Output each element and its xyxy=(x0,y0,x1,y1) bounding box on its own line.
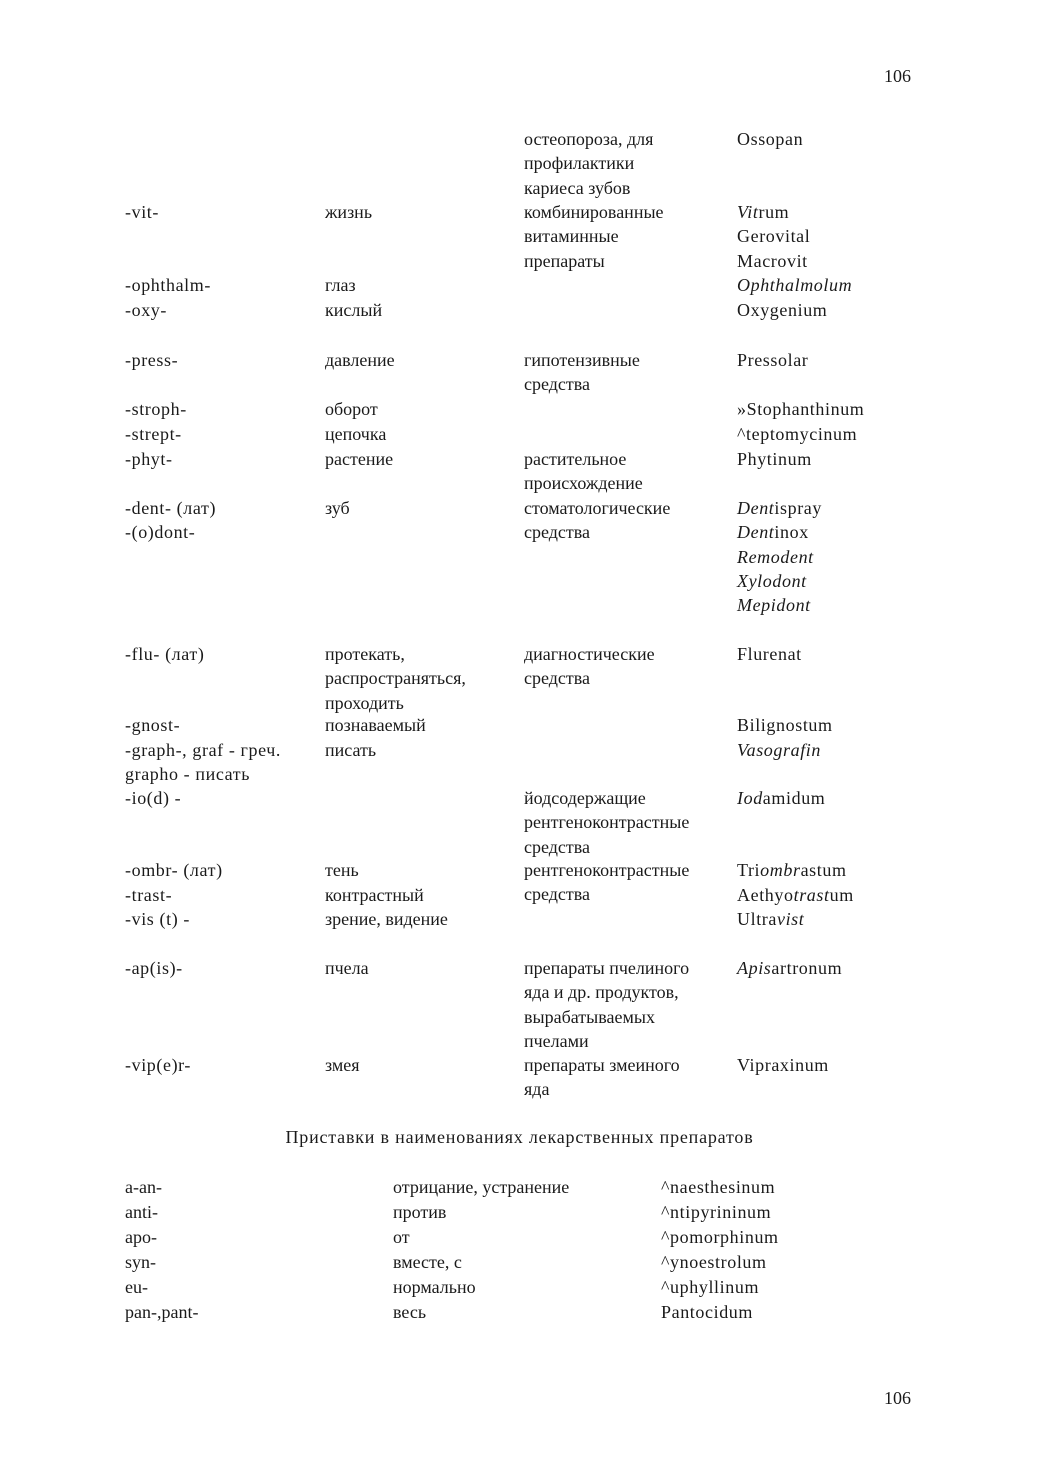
drug-example xyxy=(737,521,809,543)
drug-example xyxy=(737,128,803,150)
meaning-cell: пчела xyxy=(325,958,369,978)
drug-example-part: um xyxy=(829,885,854,905)
drug-example-root-italic: Xylodont xyxy=(737,570,807,591)
root-cell: -strept- xyxy=(125,424,182,444)
drug-example xyxy=(737,643,802,665)
drug-example-root-italic: Vasografin xyxy=(737,740,822,760)
drug-example-root-italic: trast xyxy=(793,885,830,905)
drug-example xyxy=(737,859,847,881)
meaning-cell: растение xyxy=(325,449,394,469)
prefix-example-cell: ^uphyllinum xyxy=(661,1277,760,1297)
group-cell: гипотензивные xyxy=(524,350,640,370)
root-cell: -ap(is)- xyxy=(125,958,183,978)
root-cell: -press- xyxy=(125,350,179,370)
drug-example xyxy=(737,448,812,470)
prefix-cell: eu- xyxy=(125,1277,148,1297)
prefix-cell: anti- xyxy=(125,1202,158,1222)
prefix-meaning-cell: вместе, с xyxy=(393,1252,462,1272)
prefix-example-cell: ^pomorphinum xyxy=(661,1227,779,1247)
group-cell: яда xyxy=(524,1079,550,1100)
group-cell: средства xyxy=(524,522,591,543)
group-cell: вырабатываемых xyxy=(524,1006,655,1027)
root-cell: -vis (t) - xyxy=(125,909,190,929)
drug-example xyxy=(737,250,808,272)
root-cell: -trast- xyxy=(125,885,173,905)
drug-example-part: astum xyxy=(800,860,847,880)
drug-example-part: Flurenat xyxy=(737,644,802,664)
drug-example xyxy=(737,349,808,371)
group-cell: происхождение xyxy=(524,473,643,494)
prefix-meaning-cell: нормально xyxy=(393,1277,476,1297)
drug-example xyxy=(737,594,811,616)
group-cell: средства xyxy=(524,374,591,395)
drug-example-part: Ultra xyxy=(737,909,777,929)
drug-example-root-italic: Iod xyxy=(737,788,763,808)
group-cell: растительное xyxy=(524,449,627,469)
drug-example-part: inox xyxy=(774,522,809,543)
prefix-meaning-cell: отрицание, устранение xyxy=(393,1177,570,1197)
drug-example-part: Gerovital xyxy=(737,226,811,247)
meaning-cell: проходить xyxy=(325,692,404,713)
drug-example-part: »Stophanthinum xyxy=(737,399,865,419)
meaning-cell: распространяться, xyxy=(325,668,466,689)
group-cell: стоматологические xyxy=(524,498,671,518)
drug-example-part: ^teptomycinum xyxy=(737,424,858,444)
drug-example-part: ispray xyxy=(774,498,822,518)
drug-example xyxy=(737,225,810,247)
drug-example-root-italic: Mepidont xyxy=(737,595,811,616)
root-cell: -dent- (лат) xyxy=(125,498,217,518)
root-cell: -oxy- xyxy=(125,300,167,320)
group-cell: витаминные xyxy=(524,226,619,247)
meaning-cell: змея xyxy=(325,1055,360,1075)
group-cell: комбинированные xyxy=(524,202,664,222)
group-cell: профилактики xyxy=(524,153,635,174)
meaning-cell: протекать, xyxy=(325,644,405,664)
prefix-meaning-cell: от xyxy=(393,1227,410,1247)
root-cell: -graph-, graf - греч. xyxy=(125,740,282,760)
prefix-cell: syn- xyxy=(125,1252,156,1272)
drug-example-part: Pressolar xyxy=(737,350,809,370)
group-cell: средства xyxy=(524,836,591,857)
drug-example-root-italic: Dent xyxy=(737,522,775,543)
drug-example xyxy=(737,884,854,906)
drug-example xyxy=(737,497,822,519)
group-cell: кариеса зубов xyxy=(524,177,631,198)
drug-example-root-italic: Apis xyxy=(737,958,772,978)
drug-example-part: amidum xyxy=(762,788,826,808)
drug-example xyxy=(737,787,825,809)
group-cell: препараты xyxy=(524,250,605,271)
meaning-cell: оборот xyxy=(325,399,378,419)
drug-example-part: Macrovit xyxy=(737,250,808,271)
meaning-cell: цепочка xyxy=(325,424,387,444)
root-cell: -ophthalm- xyxy=(125,275,211,295)
root-cell: -io(d) - xyxy=(125,788,182,808)
drug-example-part: Vipraxinum xyxy=(737,1055,829,1075)
drug-example-part: Oxygenium xyxy=(737,300,828,320)
group-cell: пчелами xyxy=(524,1030,589,1051)
group-cell: препараты пчелиного xyxy=(524,958,690,978)
prefix-section-heading: Приставки в наименованиях лекарственных препаратов xyxy=(285,1127,754,1147)
group-cell: рентгеноконтрастные xyxy=(524,860,690,880)
meaning-cell: глаз xyxy=(325,275,356,295)
drug-example-root-italic: Dent xyxy=(737,498,775,518)
root-cell: -stroph- xyxy=(125,399,187,419)
drug-example-root-italic: Remodent xyxy=(737,546,814,567)
page-number-bottom: 106 xyxy=(884,1388,911,1408)
meaning-cell: писать xyxy=(325,740,377,760)
drug-example xyxy=(737,299,827,321)
meaning-cell: зуб xyxy=(325,498,350,518)
drug-example-root-italic: Ophthalmolum xyxy=(737,275,853,295)
drug-example xyxy=(737,714,833,736)
drug-example xyxy=(737,957,842,979)
prefix-cell: pan-,pant- xyxy=(125,1302,199,1322)
meaning-cell: кислый xyxy=(325,300,383,320)
drug-example-part: rum xyxy=(758,202,790,222)
drug-example-part: Ossopan xyxy=(737,129,804,149)
group-cell: рентгеноконтрастные xyxy=(524,812,690,833)
prefix-example-cell: ^ntipyrininum xyxy=(661,1202,772,1222)
drug-example-root-italic: ombr xyxy=(760,860,801,880)
meaning-cell: контрастный xyxy=(325,885,424,905)
prefix-meaning-cell: весь xyxy=(393,1302,427,1322)
meaning-cell: зрение, видение xyxy=(325,909,448,929)
drug-example xyxy=(737,201,789,223)
drug-example xyxy=(737,739,821,761)
drug-example xyxy=(737,274,852,296)
root-cell: grapho - писать xyxy=(125,764,251,785)
root-cell: -flu- (лат) xyxy=(125,644,205,664)
drug-example-part: artronum xyxy=(771,958,843,978)
drug-example xyxy=(737,398,864,420)
group-cell: диагностические xyxy=(524,644,655,664)
meaning-cell: жизнь xyxy=(325,202,373,222)
meaning-cell: познаваемый xyxy=(325,715,426,735)
root-cell: -vit- xyxy=(125,202,159,222)
drug-example-part: Tri xyxy=(737,860,761,880)
drug-example-part: Bilignostum xyxy=(737,715,833,735)
group-cell: остеопороза, для xyxy=(524,129,654,149)
drug-example-part: Phytinum xyxy=(737,449,812,469)
group-cell: яда и др. продуктов, xyxy=(524,982,679,1003)
root-cell: -(o)dont- xyxy=(125,522,196,543)
prefix-example-cell: Pantocidum xyxy=(661,1302,753,1322)
drug-example xyxy=(737,546,814,568)
prefix-example-cell: ^ynoestrolum xyxy=(661,1252,767,1272)
prefix-cell: apo- xyxy=(125,1227,157,1247)
page-number-top: 106 xyxy=(884,66,911,86)
group-cell: средства xyxy=(524,668,591,689)
drug-example-root-italic: Vit xyxy=(737,202,759,222)
drug-example xyxy=(737,1054,829,1076)
root-cell: -ombr- (лат) xyxy=(125,860,223,880)
meaning-cell: тень xyxy=(325,860,359,880)
group-cell: средства xyxy=(524,884,591,905)
drug-example-root-italic: vist xyxy=(776,909,805,929)
drug-example-part: Aethyo xyxy=(737,885,794,905)
prefix-example-cell: ^naesthesinum xyxy=(661,1177,776,1197)
group-cell: препараты змеиного xyxy=(524,1055,680,1075)
group-cell: йодсодержащие xyxy=(524,788,646,808)
drug-example xyxy=(737,570,807,592)
root-cell: -phyt- xyxy=(125,449,173,469)
prefix-meaning-cell: против xyxy=(393,1202,447,1222)
prefix-cell: a-an- xyxy=(125,1177,162,1197)
drug-example xyxy=(737,908,804,930)
root-cell: -vip(e)r- xyxy=(125,1055,192,1075)
meaning-cell: давление xyxy=(325,350,395,370)
drug-example xyxy=(737,423,857,445)
root-cell: -gnost- xyxy=(125,715,181,735)
